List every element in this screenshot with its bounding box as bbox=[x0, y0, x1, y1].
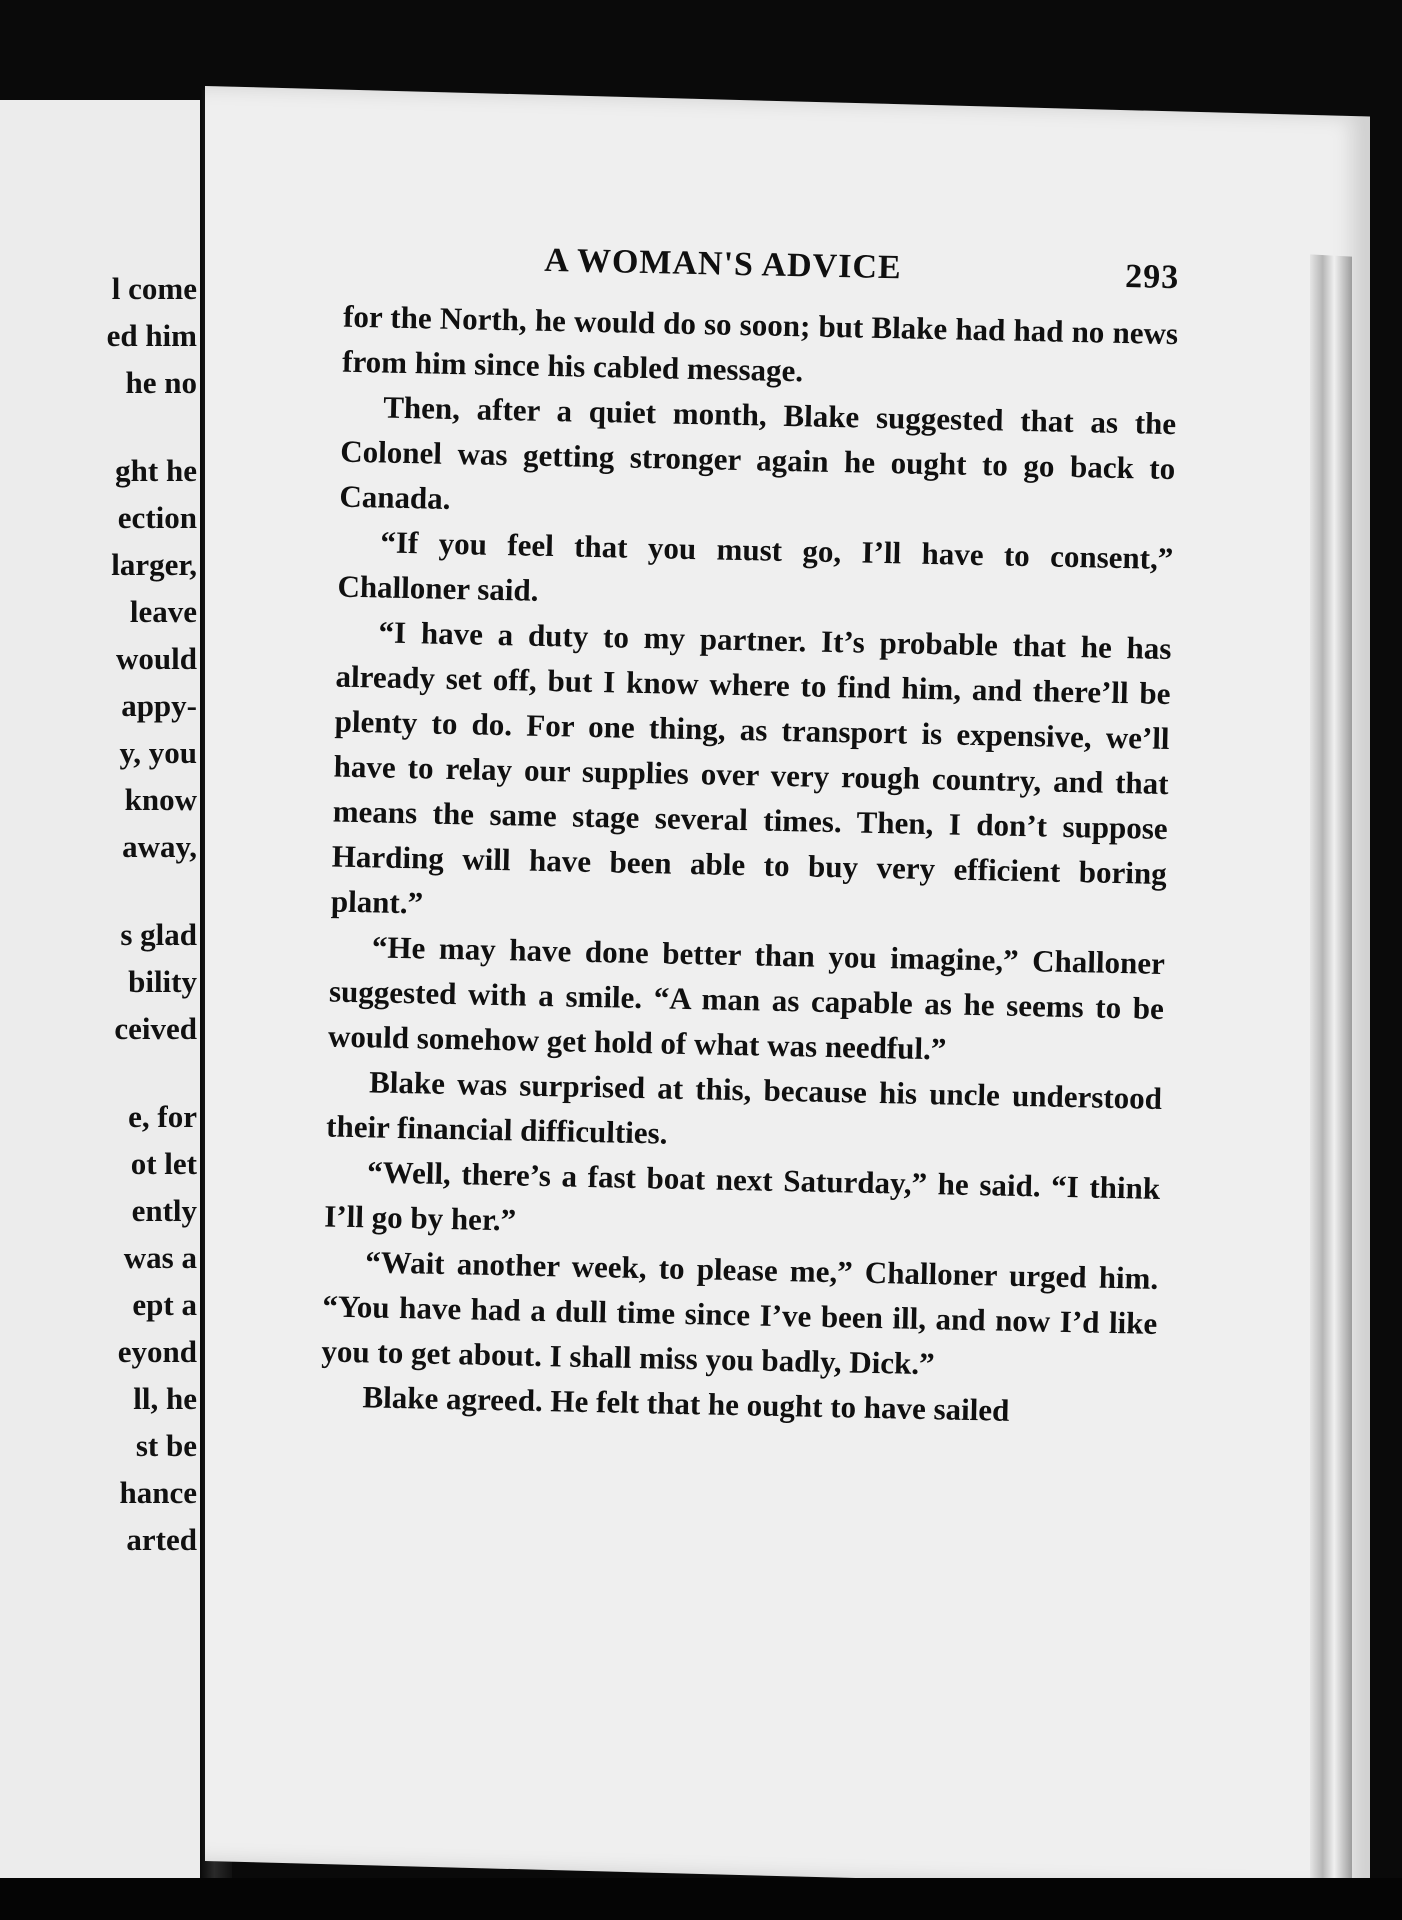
left-page-line: bility bbox=[128, 964, 197, 999]
left-page-line: ot let bbox=[130, 1146, 197, 1181]
body-paragraph: “Well, there’s a fast boat next Saturday,” he said. “I think I’ll go by her.” bbox=[323, 1154, 1161, 1238]
left-page-line: e, for bbox=[128, 1099, 197, 1134]
left-page-line: st be bbox=[135, 1428, 197, 1463]
left-page-line: leave bbox=[129, 594, 197, 629]
page-edge-shading bbox=[1310, 254, 1352, 1891]
running-title: A WOMAN'S ADVICE bbox=[544, 241, 903, 287]
left-page-line: l come bbox=[111, 271, 197, 306]
left-page-line-blank bbox=[0, 1052, 197, 1093]
left-page-line: know bbox=[124, 782, 197, 817]
left-page-line: eyond bbox=[117, 1334, 197, 1369]
left-page bbox=[0, 100, 205, 1890]
left-page-line: ection bbox=[117, 500, 197, 535]
body-paragraph: for the North, he would do so soon; but Blake had had no news from him since his cabled message. bbox=[341, 298, 1179, 389]
body-paragraph: Blake agreed. He felt that he ought to have sailed bbox=[362, 1379, 1010, 1428]
page-number: 293 bbox=[1124, 258, 1180, 297]
body-paragraph: Blake was surprised at this, because his uncle understood their financial difficulties. bbox=[325, 1064, 1163, 1151]
left-page-line: he no bbox=[125, 365, 197, 400]
body-paragraph: “Wait another week, to please me,” Challoner urged him. “You have had a dull time since I’ve been ill, and now I’d like you to get about. I shall miss you badly, Dick.” bbox=[321, 1244, 1159, 1382]
bottom-shadow bbox=[0, 1878, 1402, 1920]
left-page-line: ll, he bbox=[133, 1381, 197, 1416]
body-paragraph: “He may have done better than you imagine,” Challoner suggested with a smile. “A man as capable as he seems to be would somehow get hold of what was needful.” bbox=[327, 929, 1166, 1067]
left-page-line: appy- bbox=[121, 688, 197, 723]
body-paragraph: “I have a duty to my partner. It’s probable that he has already set off, but I know where to find him, and there’ll be plenty to do. For one thing, as transport is expensive, we’ll have to relay our supplies over very rough country, and that means the same stage several times. Then, I don’t suppose Harding will have been able to buy very efficient boring plant.” bbox=[330, 614, 1172, 921]
left-page-line: ceived bbox=[114, 1011, 197, 1046]
left-page-line: ently bbox=[131, 1193, 197, 1228]
left-page-line: ed him bbox=[106, 318, 197, 353]
left-page-line: ept a bbox=[132, 1287, 197, 1322]
right-page bbox=[205, 86, 1370, 1892]
left-page-line: away, bbox=[122, 829, 197, 864]
left-page-line: arted bbox=[126, 1522, 197, 1557]
left-page-line: s glad bbox=[120, 917, 197, 952]
left-page-line: was a bbox=[123, 1240, 197, 1275]
body-paragraph: Then, after a quiet month, Blake suggested that as the Colonel was getting stronger again he ought to go back to Canada. bbox=[339, 389, 1177, 516]
left-page-line-blank bbox=[0, 870, 197, 911]
left-page-line: ght he bbox=[115, 453, 197, 488]
left-page-text-fragments bbox=[0, 265, 197, 1563]
page-content bbox=[320, 230, 1180, 1436]
left-page-line-blank bbox=[0, 406, 197, 447]
left-page-line: larger, bbox=[111, 547, 197, 582]
left-page-line: hance bbox=[119, 1475, 197, 1510]
left-page-line: y, you bbox=[119, 735, 197, 770]
body-paragraph: “If you feel that you must go, I’ll have to consent,” Challoner said. bbox=[337, 524, 1174, 608]
left-page-line: would bbox=[116, 641, 197, 676]
